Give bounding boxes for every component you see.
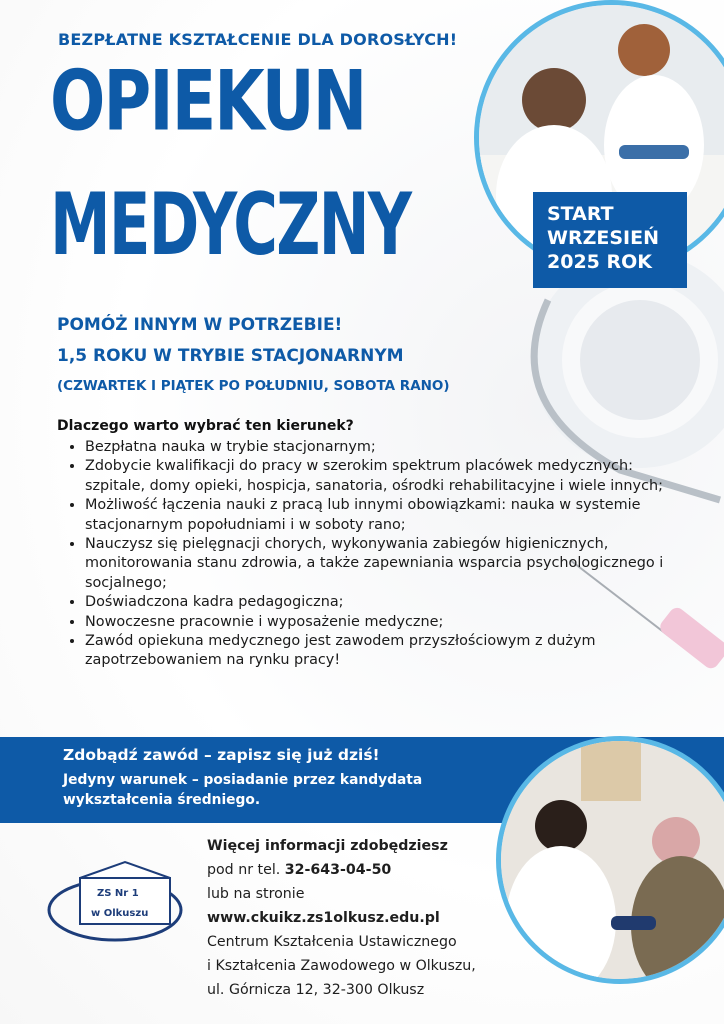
start-line-3: 2025 ROK	[547, 251, 653, 273]
why-heading: Dlaczego warto wybrać ten kierunek?	[57, 418, 354, 434]
phone-number: 32-643-04-50	[284, 862, 392, 878]
care-illustration	[501, 741, 724, 979]
logo-line-2: w Olkuszu	[91, 908, 149, 919]
start-date-box	[533, 192, 687, 288]
info-line-5: Centrum Kształcenia Ustawicznego	[207, 934, 457, 950]
benefit-item: • Doświadczona kadra pedagogiczna;	[85, 593, 695, 612]
subtitle-1: POMÓŻ INNYM W POTRZEBIE!	[57, 315, 343, 335]
band-heading: Zdobądź zawód – zapisz się już dziś!	[63, 746, 380, 764]
band-text: Jedyny warunek – posiadanie przez kandydata wykształcenia średniego.	[63, 772, 423, 808]
title-line-2: MEDYCZNY	[50, 174, 411, 275]
benefit-item: • Zawód opiekuna medycznego jest zawodem przyszłościowym z dużym zapotrzebowaniem na rynku pracy!	[85, 632, 695, 671]
contact-info	[207, 834, 476, 1002]
info-line-3: lub na stronie	[207, 886, 305, 902]
benefits-list	[65, 438, 695, 671]
website-link[interactable]: www.ckuikz.zs1olkusz.edu.pl	[207, 910, 440, 926]
info-line-7: ul. Górnicza 12, 32-300 Olkusz	[207, 982, 425, 998]
benefit-item: • Możliwość łączenia nauki z pracą lub innymi obowiązkami: nauka w systemie stacjonarnym popołudniami i w soboty rano;	[85, 496, 695, 535]
title-line-1: OPIEKUN	[50, 52, 366, 150]
info-line-2	[207, 858, 476, 882]
benefit-item: • Nauczysz się pielęgnacji chorych, wykonywania zabiegów higienicznych, monitorowania stanu zdrowia, a także zapewniania wsparcia psychologicznego i socjalnego;	[85, 535, 695, 593]
benefit-item: • Zdobycie kwalifikacji do pracy w szerokim spektrum placówek medycznych: szpitale, domy opieki, hospicja, sanatoria, ośrodki rehabilitacyjne i wiele innych;	[85, 457, 695, 496]
benefit-item: • Bezpłatna nauka w trybie stacjonarnym;	[85, 438, 695, 457]
benefit-item: • Nowoczesne pracownie i wyposażenie medyczne;	[85, 613, 695, 632]
info-line-6: i Kształcenia Zawodowego w Olkuszu,	[207, 958, 476, 974]
phone-prefix: pod nr tel.	[207, 862, 285, 878]
start-line-1: START	[547, 203, 614, 225]
kicker-text: BEZPŁATNE KSZTAŁCENIE DLA DOROSŁYCH!	[58, 30, 458, 49]
subtitle-2: 1,5 ROKU W TRYBIE STACJONARNYM	[57, 346, 404, 366]
school-logo	[45, 858, 195, 948]
start-line-2: WRZESIEŃ	[547, 227, 659, 249]
info-line-1: Więcej informacji zdobędziesz	[207, 838, 448, 854]
subtitle-3: (CZWARTEK I PIĄTEK PO POŁUDNIU, SOBOTA RANO)	[57, 378, 450, 394]
logo-line-1: ZS Nr 1	[97, 888, 139, 899]
